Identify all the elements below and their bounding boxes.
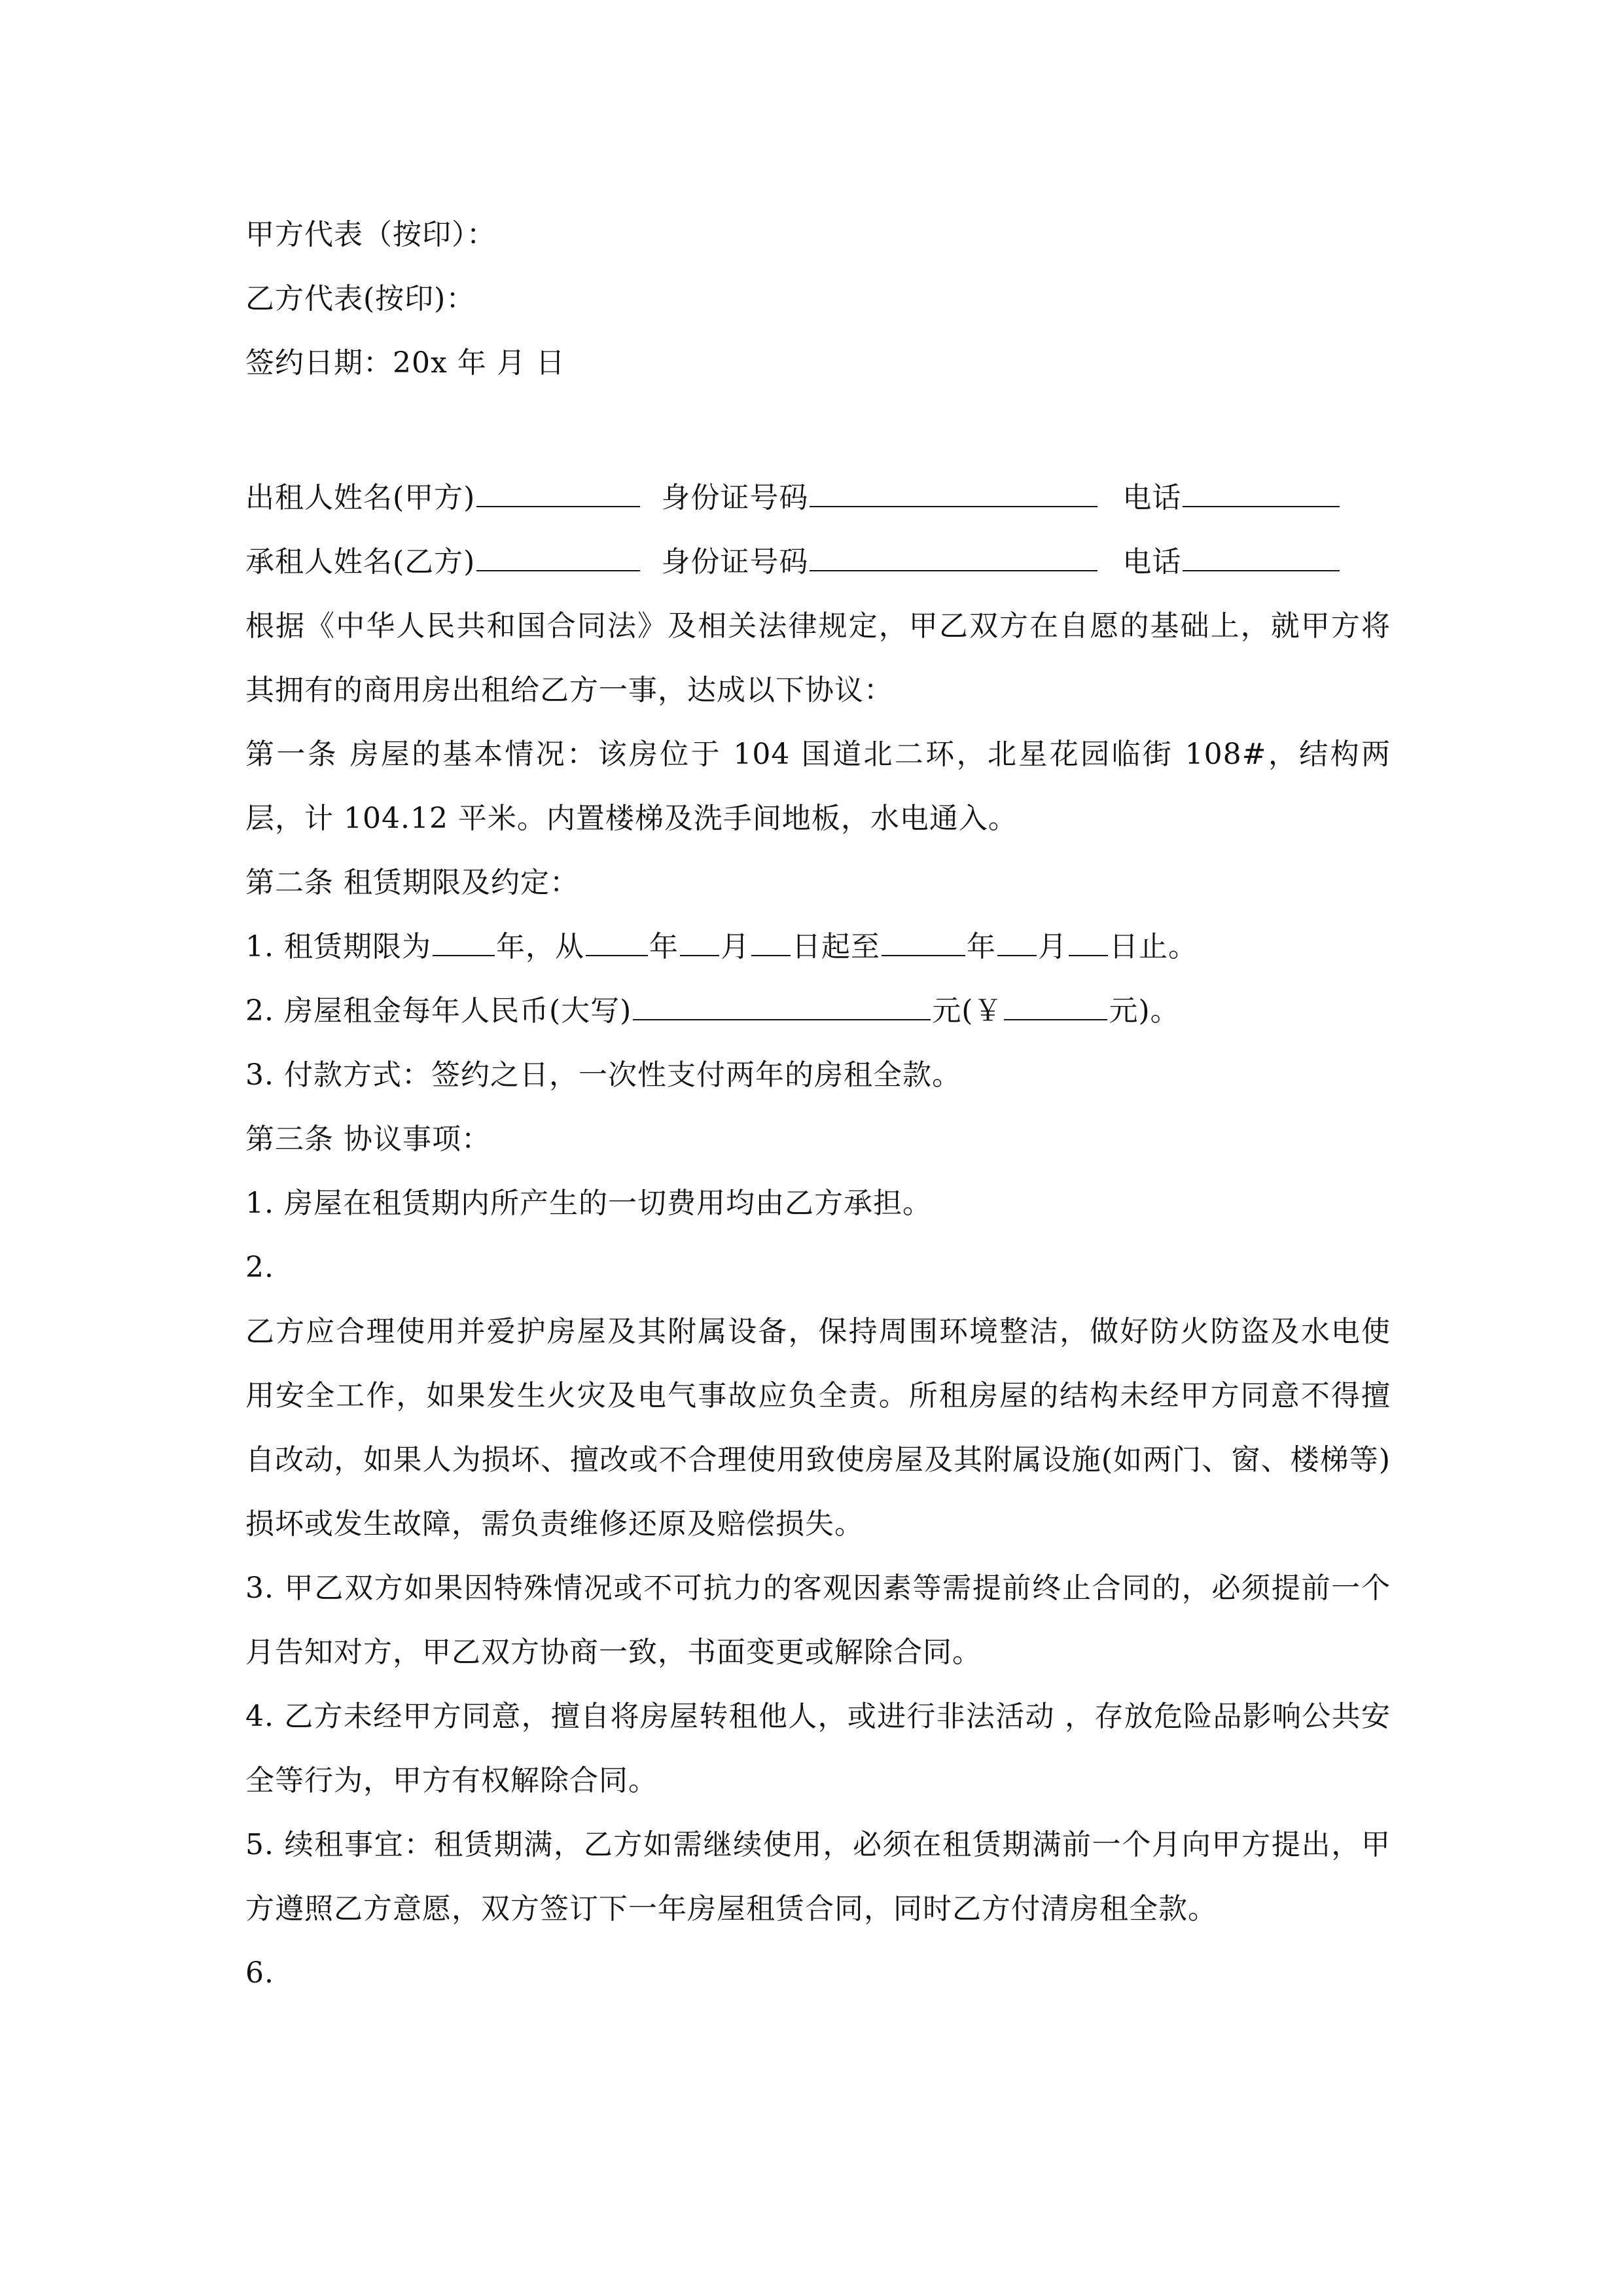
article-3-item-2-text: 乙方应合理使用并爱护房屋及其附属设备，保持周围环境整洁，做好防火防盗及水电使用安全工作，如果发生火灾及电气事故应负全责。所租房屋的结构未经甲方同意不得擅自改动，如果人为损坏、擅改或不合理使用致使房屋及其附属设施(如两门、窗、楼梯等)损坏或发生故障，需负责维修还原及赔偿损失。 (245, 1315, 1391, 1541)
lessor-name-label: 出租人姓名(甲方) (245, 481, 476, 514)
rent-amount-prefix: 2. 房屋租金每年人民币(大写) (245, 994, 632, 1028)
lessor-phone-blank[interactable] (1183, 469, 1340, 507)
rent-uppercase-blank[interactable] (633, 982, 931, 1020)
article-2-item-1 (245, 915, 1391, 979)
lessor-name-blank[interactable] (476, 469, 640, 507)
start-month-label: 月 (720, 930, 750, 963)
lease-from-label: 年，从 (495, 930, 584, 963)
lessee-name-label: 承租人姓名(乙方) (245, 545, 476, 579)
lessee-info-row (245, 530, 1391, 594)
end-month-label: 月 (1037, 930, 1067, 963)
end-year-label: 年 (966, 930, 996, 963)
rent-end-label: 元)。 (1109, 994, 1180, 1028)
article-3-item-1: 1. 房屋在租赁期内所产生的一切费用均由乙方承担。 (245, 1187, 932, 1220)
signing-date: 签约日期：20x 年 月 日 (245, 346, 565, 380)
end-month-blank[interactable] (997, 918, 1037, 956)
lessee-id-blank[interactable] (810, 533, 1097, 571)
start-day-blank[interactable] (751, 918, 791, 956)
contract-body (245, 203, 1391, 2005)
article-3-item-5: 5. 续租事宜：租赁期满，乙方如需继续使用，必须在租赁期满前一个月向甲方提出，甲方遵照乙方意愿，双方签订下一年房屋租赁合同，同时乙方付清房租全款。 (245, 1828, 1391, 1926)
article-3-item-4: 4. 乙方未经甲方同意，擅自将房屋转租他人，或进行非法活动 ，存放危险品影响公共安全等行为，甲方有权解除合同。 (245, 1700, 1391, 1797)
lease-years-blank[interactable] (433, 918, 495, 956)
lessor-phone-label: 电话 (1122, 481, 1182, 514)
article-3-title: 第三条 协议事项： (245, 1122, 491, 1156)
lessor-id-label: 身份证号码 (661, 481, 809, 514)
end-year-blank[interactable] (882, 918, 965, 956)
lessee-id-label: 身份证号码 (661, 545, 809, 579)
start-day-label: 日起至 (791, 930, 880, 963)
article-2-title: 第二条 租赁期限及约定： (245, 866, 579, 899)
lessor-id-blank[interactable] (810, 469, 1097, 507)
party-a-representative: 甲方代表（按印）： (245, 218, 496, 251)
article-2-item-2 (245, 979, 1391, 1043)
lessee-phone-blank[interactable] (1183, 533, 1340, 571)
lessee-name-blank[interactable] (476, 533, 640, 571)
article-3-item-2-number: 2. (245, 1251, 274, 1284)
start-month-blank[interactable] (680, 918, 719, 956)
party-b-representative: 乙方代表(按印)： (245, 282, 476, 315)
article-3-item-3: 3. 甲乙双方如果因特殊情况或不可抗力的客观因素等需提前终止合同的，必须提前一个月告知对方，甲乙双方协商一致，书面变更或解除合同。 (245, 1571, 1391, 1669)
section-gap (245, 395, 1391, 466)
article-3-item-6-number: 6. (245, 1956, 274, 1990)
intro-paragraph: 根据《中华人民共和国合同法》及相关法律规定，甲乙双方在自愿的基础上，就甲方将其拥有的商用房出租给乙方一事，达成以下协议： (245, 609, 1391, 707)
lease-term-prefix: 1. 租赁期限为 (245, 930, 431, 963)
lessee-phone-label: 电话 (1122, 545, 1182, 579)
start-year-label: 年 (649, 930, 679, 963)
article-2-item-3: 3. 付款方式：签约之日，一次性支付两年的房租全款。 (245, 1058, 961, 1092)
end-day-blank[interactable] (1069, 918, 1108, 956)
rent-yen-label: 元(￥ (932, 994, 1003, 1028)
article-1: 第一条 房屋的基本情况：该房位于 104 国道北二环，北星花园临街 108#，结构两层，计 104.12 平米。内置楼梯及洗手间地板，水电通入。 (245, 738, 1391, 835)
start-year-blank[interactable] (586, 918, 648, 956)
lessor-info-row (245, 466, 1391, 530)
end-day-label: 日止。 (1109, 930, 1198, 963)
rent-numeric-blank[interactable] (1004, 982, 1107, 1020)
